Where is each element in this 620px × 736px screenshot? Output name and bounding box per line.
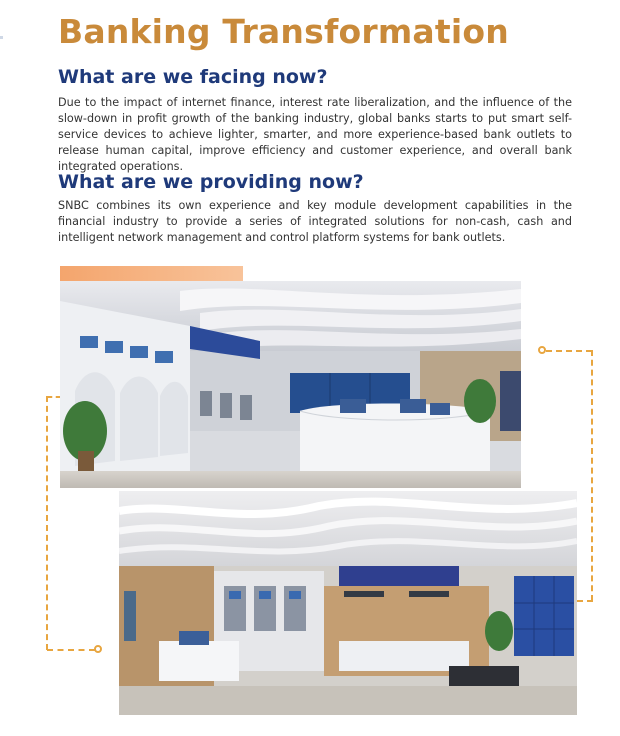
connector-line-left-h xyxy=(47,649,95,651)
page-corner-mark xyxy=(0,36,3,39)
bank-hall-illustration-top xyxy=(60,281,521,488)
bank-hall-illustration-bottom xyxy=(119,491,577,715)
section-heading-providing: What are we providing now? xyxy=(58,171,364,193)
connector-dot-right-top xyxy=(538,346,546,354)
bank-hall-photo-bottom xyxy=(119,491,577,715)
connector-line-left-v xyxy=(46,396,48,650)
connector-dot-left-bottom xyxy=(94,645,102,653)
page-title: Banking Transformation xyxy=(58,12,509,51)
connector-line-left-top xyxy=(47,396,61,398)
connector-line-right-v xyxy=(591,350,593,601)
section-heading-facing: What are we facing now? xyxy=(58,66,328,88)
connector-line-right-h xyxy=(546,350,592,352)
connector-line-right-bottom xyxy=(577,600,593,602)
section-body-facing: Due to the impact of internet finance, interest rate liberalization, and the influence of the slow-down in profit growth of the banking industry, global banks starts to put smart self-service devices to achieve lighter, smarter, and more experience-based bank outlets to release human capital, improve efficiency and customer experience, and overall bank integrated operations. xyxy=(58,96,572,173)
section-body-providing: SNBC combines its own experience and key module development capabilities in the financial industry to provide a series of integrated solutions for non-cash, cash and intelligent network management and control platform systems for bank outlets. xyxy=(58,199,572,244)
bank-hall-photo-top xyxy=(60,281,521,488)
